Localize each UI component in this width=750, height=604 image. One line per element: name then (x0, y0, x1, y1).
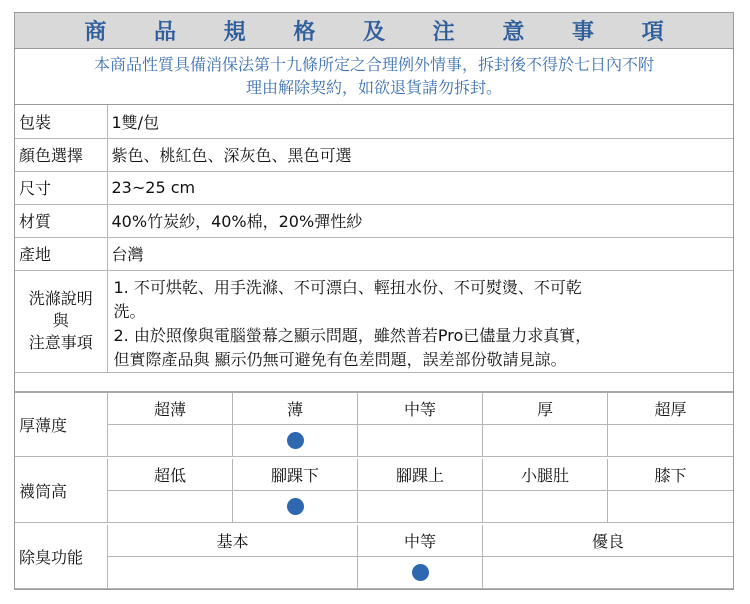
spec-value: 23~25 cm (107, 171, 733, 204)
rating-option-cell (233, 491, 358, 523)
rating-option-cell (483, 491, 608, 523)
rating-option-label: 中等 (358, 525, 483, 557)
rating-label: 厚薄度 (15, 393, 108, 457)
rating-option-label: 厚 (483, 393, 608, 425)
rating-option-cell (358, 491, 483, 523)
spec-table (15, 105, 733, 373)
spec-row-packaging (15, 105, 733, 138)
rating-option-cell (358, 425, 483, 457)
spec-value: 1雙/包 (107, 105, 733, 138)
rating-option-cell (483, 425, 608, 457)
washing-label-line: 與 (52, 311, 69, 330)
spec-label: 顏色選擇 (15, 138, 107, 171)
rating-label: 除臭功能 (15, 525, 108, 589)
rating-option-label: 中等 (358, 393, 483, 425)
rating-option-label: 腳踝上 (358, 459, 483, 491)
washing-line: 但實際產品與 顯示仍無可避免有色差問題，誤差部份敬請見諒。 (113, 349, 567, 369)
rating-option-cell (358, 557, 483, 589)
rating-option-cell (608, 425, 733, 457)
rating-option-label: 優良 (483, 525, 733, 557)
washing-instructions (107, 270, 733, 372)
rating-option-label: 薄 (233, 393, 358, 425)
rating-option-label: 超薄 (108, 393, 233, 425)
spec-row-origin (15, 237, 733, 270)
spec-sheet (14, 12, 734, 590)
selected-dot-icon (287, 432, 304, 449)
spec-row-colors (15, 138, 733, 171)
rating-deodorant (15, 525, 733, 589)
spec-title-bar (15, 13, 733, 49)
rating-label: 襪筒高 (15, 459, 108, 523)
washing-line: 2. 由於照像與電腦螢幕之顯示問題，雖然普若Pro已儘量力求真實， (113, 325, 592, 345)
spec-label: 材質 (15, 204, 107, 237)
notice-line-2: 理由解除契約，如欲退貨請勿拆封。 (245, 78, 502, 97)
notice-line-1: 本商品性質具備消保法第十九條所定之合理例外情事，拆封後不得於七日內不附 (93, 55, 654, 74)
rating-option-label: 小腿肚 (483, 459, 608, 491)
spec-value: 40%竹炭紗，40%棉，20%彈性紗 (107, 204, 733, 237)
rating-option-cell (108, 491, 233, 523)
washing-label-line: 洗滌說明 (28, 289, 93, 308)
rating-option-cell (108, 557, 358, 589)
spec-row-size (15, 171, 733, 204)
spec-title: 商 品 規 格 及 注 意 事 項 (84, 20, 684, 45)
rating-sock-height (15, 459, 733, 523)
rating-option-label: 基本 (108, 525, 358, 557)
washing-label (15, 270, 107, 372)
spec-row-washing (15, 270, 733, 372)
washing-line: 1. 不可烘乾、用手洗滌、不可漂白、輕扭水份、不可熨燙、不可乾 (113, 277, 582, 297)
rating-thickness (15, 393, 733, 457)
rating-option-label: 腳踝下 (233, 459, 358, 491)
return-notice (15, 49, 733, 105)
spec-label: 包裝 (15, 105, 107, 138)
selected-dot-icon (412, 564, 429, 581)
spec-value: 紫色、桃紅色、深灰色、黑色可選 (107, 138, 733, 171)
spec-label: 尺寸 (15, 171, 107, 204)
rating-option-cell (233, 425, 358, 457)
rating-option-label: 超厚 (608, 393, 733, 425)
spec-row-material (15, 204, 733, 237)
spec-value: 台灣 (107, 237, 733, 270)
rating-option-cell (608, 491, 733, 523)
washing-line: 洗。 (113, 301, 146, 321)
rating-option-cell (483, 557, 733, 589)
washing-label-line: 注意事項 (28, 333, 93, 352)
rating-option-label: 膝下 (608, 459, 733, 491)
selected-dot-icon (287, 498, 304, 515)
rating-option-label: 超低 (108, 459, 233, 491)
spec-label: 產地 (15, 237, 107, 270)
rating-option-cell (108, 425, 233, 457)
